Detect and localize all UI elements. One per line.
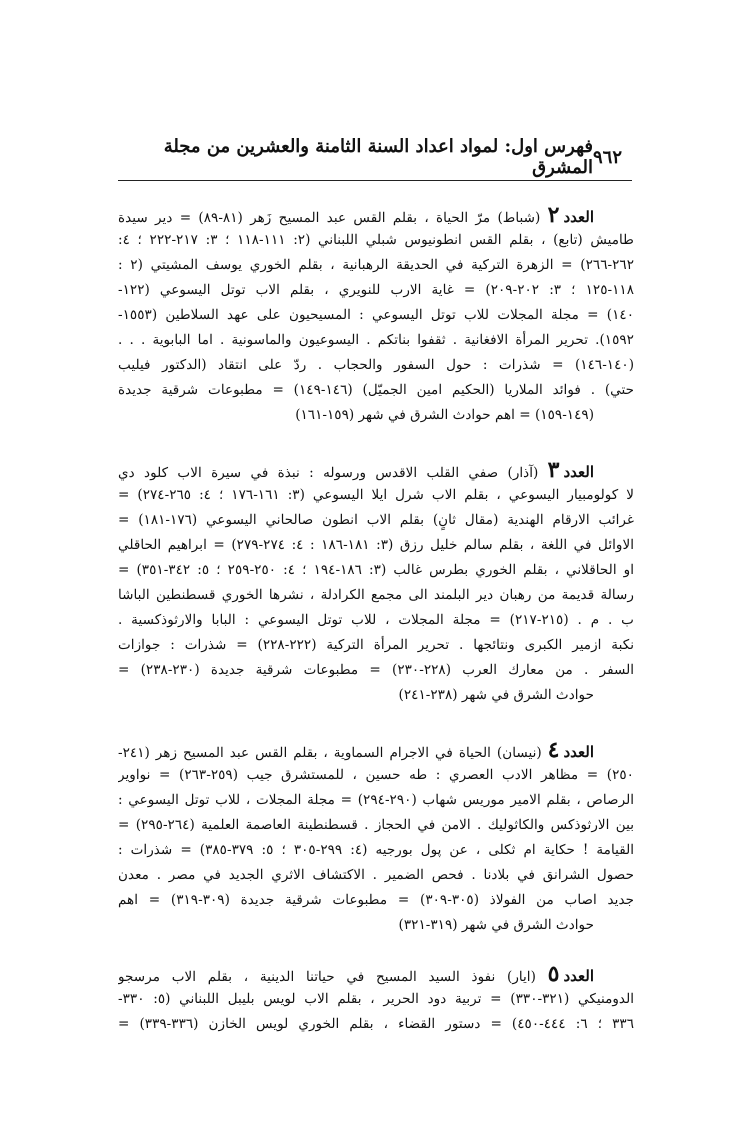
entry-line: [118, 763, 634, 788]
entry-line: [118, 838, 634, 863]
issue-entry: [118, 458, 634, 708]
entry-text: (ايار) نفوذ السيد المسيح في حياتنا الدينية ، بقلم الاب مرسجو: [118, 969, 536, 985]
entry-text: ٣٣٦ ؛ ٦: ٤٤٤-٤٥٠) = دستور القضاء ، بقلم الخوري لويس الخازن (٣٣٦-٣٣٩) =: [118, 1016, 634, 1032]
header-divider: [118, 180, 632, 181]
issue-entry: [118, 203, 634, 428]
entry-text: حوادث الشرق في شهر (٢٣٨-٢٤١): [398, 687, 594, 703]
entry-line: [118, 353, 634, 378]
entry-text: ١٥٩٢). تحرير المرأة الافغانية . ثقفوا بناتكم . اليسوعيون والماسونية . اما البابوية . . .: [118, 332, 634, 348]
entry-line: [118, 328, 634, 353]
entry-text: بين الارثوذكس والكاثوليك . الامن في الحجاز . قسطنطينة العاصمة العلمية (٢٦٤-٢٩٥) =: [118, 817, 634, 833]
entry-line: [118, 483, 634, 508]
page-title: فهرس اول: لمواد اعداد السنة الثامنة والعشرين من مجلة المشرق: [163, 136, 593, 178]
entry-text: او الحاقلاني ، بقلم الخوري بطرس غالب (٣: ١٨٦-١٩٤ ؛ ٤: ٢٥٠-٢٥٩ ؛ ٥: ٣٤٢-٣٥١) =: [118, 562, 634, 578]
entry-line: [118, 458, 634, 483]
issue-entry: [118, 962, 634, 1037]
entry-line: [118, 658, 634, 683]
entry-text: غرائب الارقام الهندية (مقال ثانٍ) بقلم الاب انطون صالحاني اليسوعي (١٧٦-١٨١) =: [118, 512, 634, 528]
issue-label: العدد: [563, 743, 594, 761]
entry-line: [118, 738, 634, 763]
entry-line: [118, 683, 634, 708]
issue-label: العدد: [563, 463, 594, 481]
issue-label: العدد: [563, 208, 594, 226]
entry-line: [118, 987, 634, 1012]
entry-text: ١٤٠) = مجلة المجلات للاب توتل اليسوعي : المسيحيون على عهد السلاطين (١٥٥٣-: [118, 307, 634, 323]
entry-line: [118, 508, 634, 533]
entry-line: [118, 253, 634, 278]
entry-line: [118, 888, 634, 913]
entry-text: السفر . من معارك العرب (٢٢٨-٢٣٠) = مطبوعات شرقية جديدة (٢٣٠-٢٣٨) =: [118, 662, 634, 678]
entry-text: الدومنيكي (٣٢١-٣٣٠) = تربية دود الحرير ، بقلم الاب لويس بليبل اللبناني (٥: ٣٣٠-: [118, 991, 634, 1007]
entry-line: [118, 533, 634, 558]
issue-number: ٣: [547, 458, 560, 483]
entry-line: [118, 403, 634, 428]
entry-text: جديد اصاب من الفولاذ (٣٠٥-٣٠٩) = مطبوعات شرقية جديدة (٣٠٩-٣١٩) = اهم: [118, 892, 634, 908]
entry-line: [118, 608, 634, 633]
page-number: ٩٦٢: [592, 146, 622, 168]
entry-text: حتي) . فوائد الملاريا (الحكيم امين الجميّل) (١٤٦-١٤٩) = مطبوعات شرقية جديدة: [118, 382, 634, 398]
issue-number: ٢: [547, 203, 560, 228]
entry-text: حوادث الشرق في شهر (٣١٩-٣٢١): [398, 917, 594, 933]
entry-line: [118, 913, 634, 938]
entry-line: [118, 303, 634, 328]
entry-text: طاميش (تابع) ، بقلم القس انطونيوس شبلي اللبناني (٢: ١١١-١١٨ ؛ ٣: ٢١٧-٢٢٢ ؛ ٤:: [118, 232, 634, 248]
entry-text: ب . م . (٢١٥-٢١٧) = مجلة المجلات ، للاب توتل اليسوعي : البابا والارثوذكسية .: [118, 612, 634, 628]
entry-line: [118, 1012, 634, 1037]
entry-line: [118, 962, 634, 987]
entry-text: حصول الشرانق في بلادنا . فحص الضمير . الاكتشاف الاثري الجديد في مصر . معدن: [118, 867, 634, 883]
entry-text: ١١٨-١٢٥ ؛ ٣: ٢٠٢-٢٠٩) = غاية الارب للنويري ، بقلم الاب توتل اليسوعي (١٢٢-: [118, 282, 634, 298]
entry-line: [118, 788, 634, 813]
entry-line: [118, 203, 634, 228]
entry-text: (آذار) صفي القلب الاقدس ورسوله : نبذة في سيرة الاب كلود دي: [118, 465, 539, 481]
entry-line: [118, 378, 634, 403]
page-header: [120, 136, 630, 178]
entry-text: ٢٥٠) = مظاهر الادب العصري : طه حسين ، للمستشرق جيب (٢٥٩-٢٦٣) = نواوير: [118, 767, 634, 783]
issue-label: العدد: [563, 967, 594, 985]
entry-text: رسالة قديمة من رهبان دير البلمند الى مجمع الكرادلة ، نشرها الخوري قسطنطين الباشا: [118, 587, 634, 603]
entry-text: (١٤٠-١٤٦) = شذرات : حول السفور والحجاب . ردّ على انتقاد (الدكتور فيليب: [118, 357, 634, 373]
issue-number: ٥: [547, 962, 560, 987]
entry-line: [118, 633, 634, 658]
entry-text: القيامة ! حكاية ام ثكلى ، عن پول بورجيه (٤: ٢٩٩-٣٠٥ ؛ ٥: ٣٧٩-٣٨٥) = شذرات :: [118, 842, 634, 858]
entry-text: لا كولومبيار اليسوعي ، بقلم الاب شرل ايلا اليسوعي (٣: ١٦١-١٧٦ ؛ ٤: ٢٦٥-٢٧٤) =: [118, 487, 634, 503]
issue-number: ٤: [547, 738, 560, 763]
entry-text: (١٤٩-١٥٩) = اهم حوادث الشرق في شهر (١٥٩-١٦١): [295, 407, 594, 423]
entry-text: ٢٦٢-٢٦٦) = الزهرة التركية في الحديقة الرهبانية ، بقلم الخوري يوسف المشيتي (٢ :: [118, 257, 634, 273]
entry-line: [118, 228, 634, 253]
entry-line: [118, 863, 634, 888]
entry-line: [118, 583, 634, 608]
entry-text: نكبة ازمير الكبرى ونتائجها . تحرير المرأة التركية (٢٢٢-٢٢٨) = شذرات : جوازات: [118, 637, 634, 653]
entry-text: الرصاص ، بقلم الامير موريس شهاب (٢٩٠-٢٩٤) = مجلة المجلات ، للاب توتل اليسوعي :: [118, 792, 634, 808]
entry-text: الاوائل في اللغة ، بقلم سالم خليل رزق (٣: ١٨١-١٨٦ : ٤: ٢٧٤-٢٧٩) = ابراهيم الحاقلي: [118, 537, 634, 553]
entry-text: (نيسان) الحياة في الاجرام السماوية ، بقلم القس عبد المسيح زهر (٢٤١-: [118, 745, 542, 761]
entry-line: [118, 558, 634, 583]
entry-line: [118, 813, 634, 838]
entry-text: (شباط) مرّ الحياة ، بقلم القس عبد المسيح زَهر (٨١-٨٩) = دير سيدة: [118, 210, 541, 226]
issue-entry: [118, 738, 634, 938]
entry-line: [118, 278, 634, 303]
